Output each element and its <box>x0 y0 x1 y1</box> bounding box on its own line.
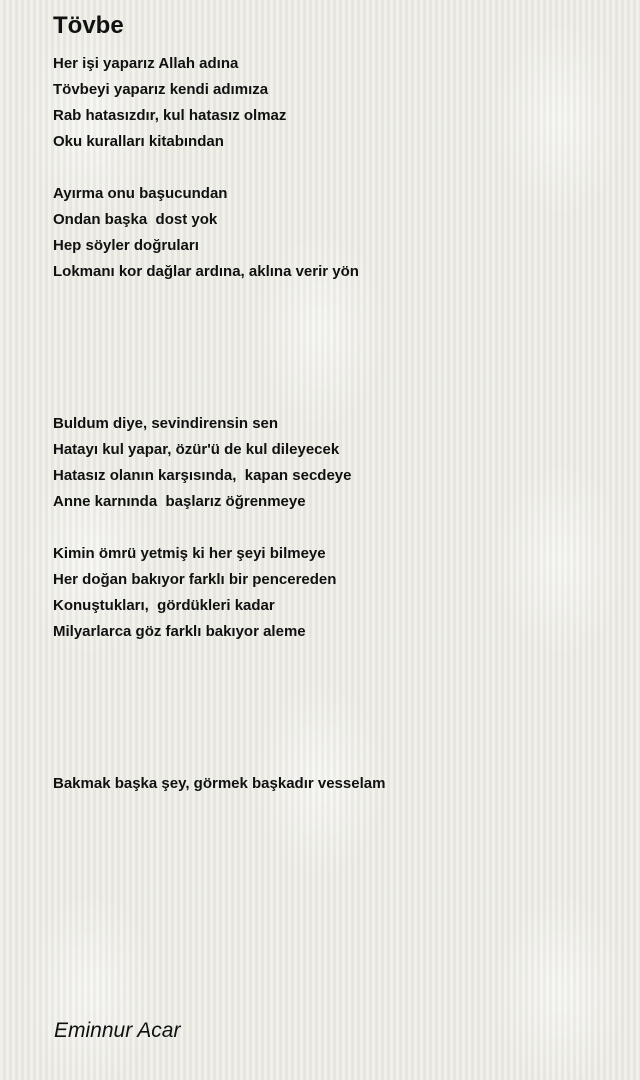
stanza-5 <box>53 771 385 797</box>
poem-line: Oku kuralları kitabından <box>53 133 224 150</box>
poem-line: Bakmak başka şey, görmek başkadır vesselam <box>53 775 386 792</box>
poem-line: Konuştukları, gördükleri kadar <box>53 597 275 614</box>
poem-line: Rab hatasızdır, kul hatasız olmaz <box>53 107 287 124</box>
poem-author: Eminnur Acar <box>54 1019 181 1042</box>
poem-line: Ayırma onu başucundan <box>53 185 228 202</box>
poem-line: Kimin ömrü yetmiş ki her şeyi bilmeye <box>53 545 326 562</box>
stanza-3 <box>53 411 351 515</box>
poem-line: Tövbeyi yaparız kendi adımıza <box>53 81 269 98</box>
poem-line: Ondan başka dost yok <box>53 211 218 228</box>
poem-line: Milyarlarca göz farklı bakıyor aleme <box>53 623 306 640</box>
stanza-4 <box>53 541 336 645</box>
poem-line: Hep söyler doğruları <box>53 237 199 254</box>
stanza-2 <box>53 181 359 285</box>
stanza-1 <box>53 51 286 155</box>
poem-line: Her doğan bakıyor farklı bir pencereden <box>53 571 337 588</box>
poem-line: Her işi yaparız Allah adına <box>53 55 239 72</box>
poem-line: Buldum diye, sevindirensin sen <box>53 415 279 432</box>
poem-line: Hatasız olanın karşısında, kapan secdeye <box>53 467 352 484</box>
poem-title: Tövbe <box>53 12 124 39</box>
poem-line: Anne karnında başlarız öğrenmeye <box>53 493 306 510</box>
poem-line: Lokmanı kor dağlar ardına, aklına verir yön <box>53 263 359 280</box>
poem-line: Hatayı kul yapar, özür'ü de kul dileyecek <box>53 441 340 458</box>
